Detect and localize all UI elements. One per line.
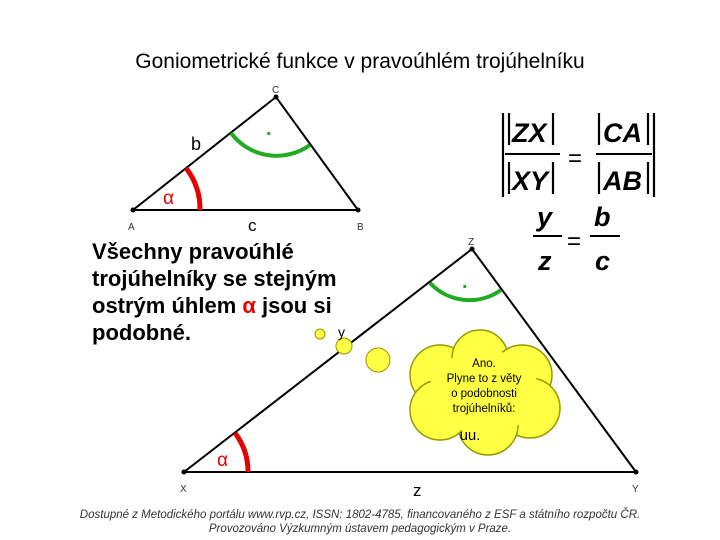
formula-zx: ZX [512,118,547,148]
statement-line: Všechny pravoúhlé [92,239,294,264]
formula-b: b [594,202,611,232]
statement-text: jsou si [255,293,332,318]
vertex-x-point [182,470,187,475]
small-right-angle-dot: . [266,118,272,140]
side-b-label: b [191,134,202,154]
vertex-c-label: C [272,85,280,96]
vertex-x-label: X [180,484,187,495]
cloud-bubble-large [366,348,390,372]
small-triangle [128,85,364,235]
vertex-a-label: A [128,222,135,233]
formula-xy: XY [512,166,549,196]
footer [60,508,660,536]
cloud-answer: uu. [459,427,481,444]
page-title: Goniometrické funkce v pravoúhlém trojúhelníku [135,50,585,73]
formula-c: c [595,246,611,276]
thought-cloud [315,324,560,455]
large-angle-alpha-arc [235,433,248,472]
ratio-formulas [503,113,654,276]
large-right-angle-dot: . [462,271,468,293]
cloud-bubble-medium [336,338,352,354]
vertex-a-point [131,208,136,213]
small-angle-alpha-arc [186,168,200,210]
formula-y: y [537,202,553,232]
vertex-y-point [634,470,639,475]
formula-equals-bottom: = [567,228,582,255]
footer-line: Provozováno Výzkumným ústavem pedagogickým v Praze. [208,523,512,535]
vertex-b-point [356,208,361,213]
side-c-label: c [248,216,257,235]
cloud-line-trojuhelniku: trojúhelníků: [452,403,516,415]
cloud-prompt-y: y [338,324,345,340]
vertex-b-label: B [357,222,364,233]
formula-ab: AB [603,166,642,196]
similarity-statement [92,238,337,346]
vertex-z-label: Z [468,237,475,248]
formula-equals-top: = [568,145,583,172]
statement-alpha: α [242,293,256,318]
statement-line: podobné. [92,320,191,345]
footer-line: Dostupné z Metodického portálu www.rvp.cz, ISSN: 1802-4785, financovaného z ESF a státního rozpočtu ČR. [79,509,641,521]
cloud-line-plyne: Plyne to z věty [446,373,522,385]
vertex-y-label: Y [632,484,639,495]
large-angle-alpha-label: α [217,450,228,471]
statement-text: ostrým úhlem [92,293,243,318]
formula-z: z [538,246,552,276]
statement-line: trojúhelníky se stejným [92,266,337,291]
side-z-label: z [413,481,422,500]
small-angle-alpha-label: α [163,188,174,209]
cloud-line-ano: Ano. [472,358,496,370]
statement-line [92,292,337,319]
formula-ca: CA [603,118,642,148]
cloud-line-podobnosti: o podobnosti [451,388,517,400]
